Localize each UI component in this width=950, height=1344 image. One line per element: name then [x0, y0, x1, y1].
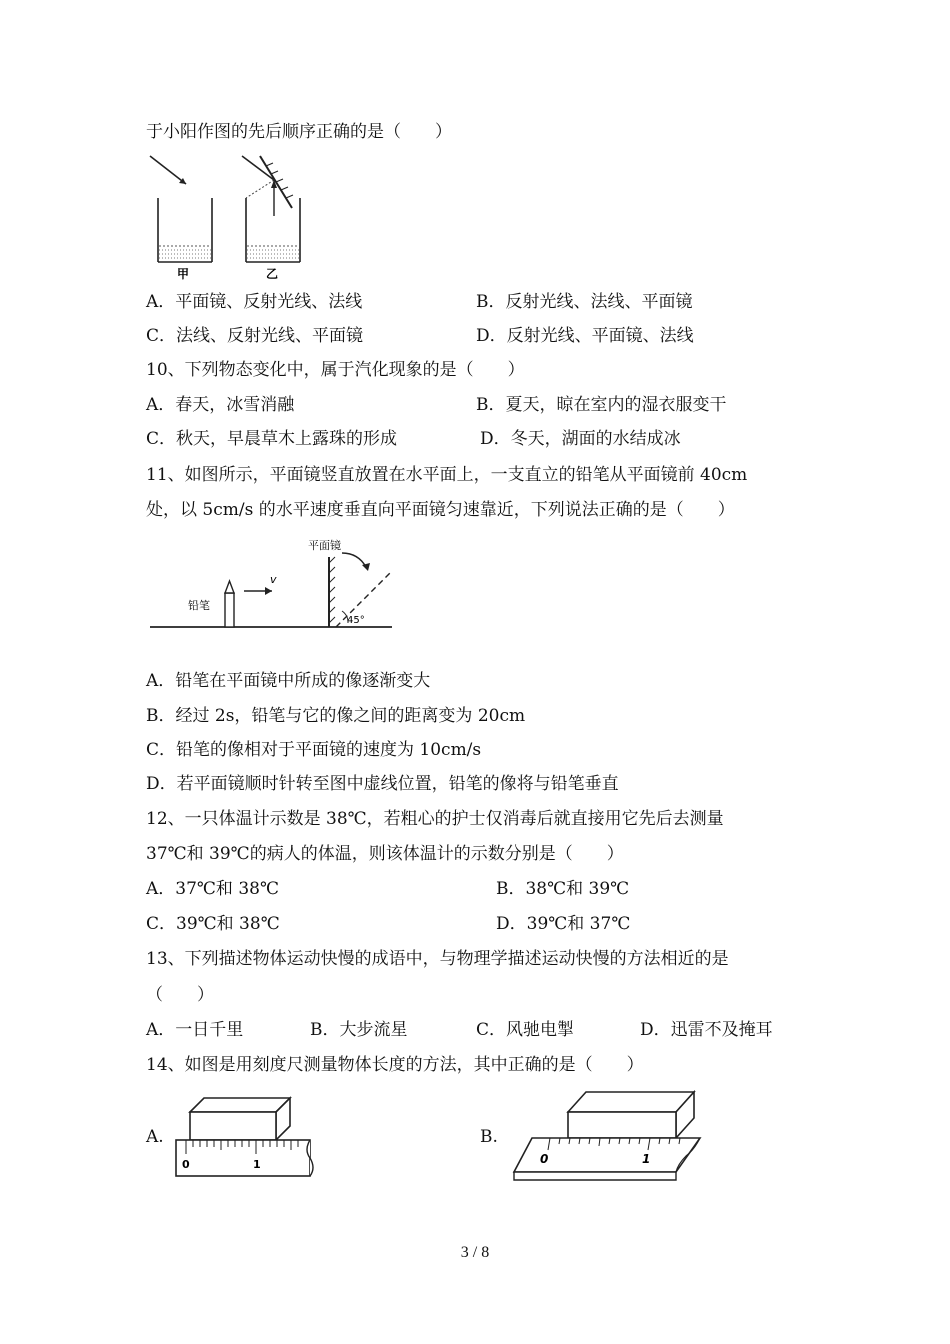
- q11-option-b: B．经过 2s，铅笔与它的像之间的距离变为 20cm: [146, 706, 526, 726]
- q14-label-a: A.: [146, 1127, 164, 1147]
- q14-a-mark-0: 0: [182, 1158, 190, 1171]
- q11-mirror-label: 平面镜: [308, 539, 341, 552]
- q10-option-c: C．秋天，早晨草木上露珠的形成: [146, 429, 398, 449]
- q12-option-c: C．39℃和 38℃: [146, 914, 280, 934]
- q9-option-d: D．反射光线、平面镜、法线: [476, 326, 694, 346]
- q11-figure: [146, 535, 396, 635]
- q9-option-c: C．法线、反射光线、平面镜: [146, 326, 364, 346]
- q9-option-b: B．反射光线、法线、平面镜: [476, 292, 693, 312]
- q11-option-d: D．若平面镜顺时针转至图中虚线位置，铅笔的像将与铅笔垂直: [146, 774, 619, 794]
- q14-stem: 14、如图是用刻度尺测量物体长度的方法，其中正确的是（ ）: [146, 1055, 644, 1075]
- q11-angle-label: 45°: [347, 615, 365, 626]
- q14-a-mark-1: 1: [253, 1158, 261, 1171]
- q14-figure-a: [172, 1090, 320, 1184]
- q10-option-a: A．春天，冰雪消融: [146, 395, 295, 415]
- q12-option-d: D．39℃和 37℃: [496, 914, 631, 934]
- q11-option-c: C．铅笔的像相对于平面镜的速度为 10cm/s: [146, 740, 482, 760]
- q14-label-b: B.: [480, 1127, 498, 1147]
- q13-option-c: C．风驰电掣: [476, 1020, 575, 1040]
- q9-label-jia: 甲: [177, 267, 190, 281]
- q14-b-mark-0: 0: [540, 1152, 549, 1166]
- q10-option-b: B．夏天，晾在室内的湿衣服变干: [476, 395, 727, 415]
- q10-option-d: D．冬天，湖面的水结成冰: [480, 429, 681, 449]
- q12-stem-line1: 12、一只体温计示数是 38℃，若粗心的护士仅消毒后就直接用它先后去测量: [146, 809, 724, 829]
- q11-option-a: A．铅笔在平面镜中所成的像逐渐变大: [146, 671, 431, 691]
- q9-option-a: A．平面镜、反射光线、法线: [146, 292, 363, 312]
- q9-figure: [146, 150, 316, 282]
- q13-option-a: A．一日千里: [146, 1020, 244, 1040]
- q9-label-yi: 乙: [266, 267, 279, 281]
- page-number: 3 / 8: [460, 1244, 490, 1261]
- q13-option-d: D．迅雷不及掩耳: [640, 1020, 773, 1040]
- q14-b-mark-1: 1: [642, 1152, 651, 1166]
- q13-option-b: B．大步流星: [310, 1020, 408, 1040]
- q12-option-a: A．37℃和 38℃: [146, 879, 279, 899]
- q13-stem-line1: 13、下列描述物体运动快慢的成语中，与物理学描述运动快慢的方法相近的是: [146, 949, 729, 969]
- q12-stem-line2: 37℃和 39℃的病人的体温，则该体温计的示数分别是（ ）: [146, 844, 624, 864]
- q10-stem: 10、下列物态变化中，属于汽化现象的是（ ）: [146, 360, 525, 380]
- q11-stem-line1: 11、如图所示，平面镜竖直放置在水平面上，一支直立的铅笔从平面镜前 40cm: [146, 465, 748, 485]
- q13-stem-line2: （ ）: [146, 985, 214, 1005]
- q9-stem-tail: 于小阳作图的先后顺序正确的是（ ）: [146, 122, 452, 142]
- q11-velocity-label: v: [270, 573, 277, 586]
- q14-figure-b: [510, 1086, 710, 1188]
- q11-stem-line2: 处，以 5cm/s 的水平速度垂直向平面镜匀速靠近，下列说法正确的是（ ）: [146, 500, 735, 520]
- q12-option-b: B．38℃和 39℃: [496, 879, 630, 899]
- q11-pencil-label: 铅笔: [188, 599, 210, 612]
